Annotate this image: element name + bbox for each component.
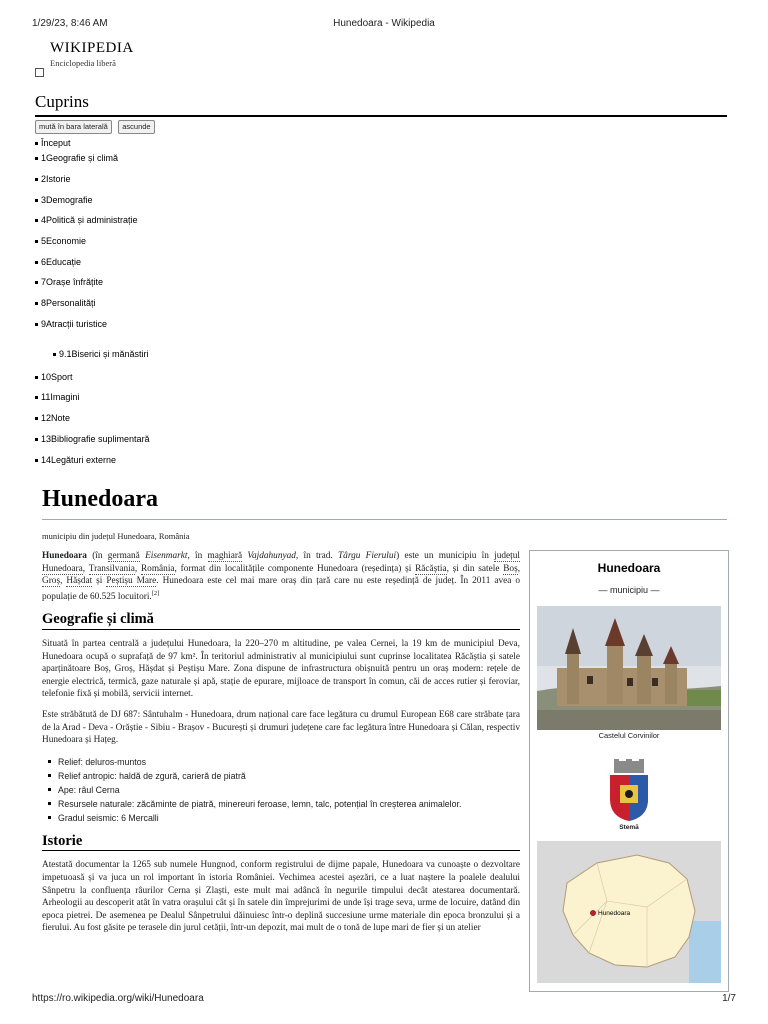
toc-item-istorie[interactable]: 2Istorie bbox=[41, 174, 71, 184]
link-bos[interactable]: Boș bbox=[503, 563, 518, 574]
map-label-hunedoara: Hunedoara bbox=[598, 910, 631, 917]
intro-paragraph: Hunedoara (în germană Eisenmarkt, în maghiară Vajdahunyad, în trad. Târgu Fierului) este un municipiu în județul Hunedoara, Transilvania, România, format din localitățile componente Hunedoara (reședința) și Răcăștia, și din satele Boș, Groș, Hășdat și Peștișu Mare. Hunedoara este cel mai mare oraș din țară care nu este reședință de județ. În 2011 avea o populație de 60.525 locuitori.[2] bbox=[42, 551, 521, 602]
logo-wordmark: WIKIPEDIA bbox=[50, 40, 134, 56]
link-romania[interactable]: România bbox=[140, 563, 175, 574]
section-heading-istorie: Istorie bbox=[42, 835, 520, 852]
toc-item-politica[interactable]: 4Politică și administrație bbox=[41, 215, 138, 225]
toc-item-imagini[interactable]: 11Imagini bbox=[41, 392, 80, 402]
menu-checkbox-icon[interactable] bbox=[35, 68, 44, 77]
geografie-facts-list bbox=[42, 755, 520, 825]
print-url: https://ro.wikipedia.org/wiki/Hunedoara bbox=[32, 993, 204, 1004]
toc-item-geografie[interactable]: 1Geografie și climă bbox=[41, 153, 119, 163]
toc-item-biserici[interactable]: 9.1Biserici și mănăstiri bbox=[59, 349, 149, 359]
list-item: Gradul seismic: 6 Mercalli bbox=[58, 811, 520, 825]
link-gros[interactable]: Groș bbox=[42, 576, 61, 587]
link-judetul-hunedoara[interactable]: județul Hunedoara bbox=[42, 551, 520, 574]
toc-item-bibliografie[interactable]: 13Bibliografie suplimentară bbox=[41, 434, 150, 444]
list-item: Relief: deluros-muntos bbox=[58, 755, 520, 769]
toc-item-atractii[interactable]: 9Atracții turistice bbox=[41, 319, 108, 329]
toc-item-legaturi[interactable]: 14Legături externe bbox=[41, 455, 117, 465]
link-racastia[interactable]: Răcăștia bbox=[415, 563, 447, 574]
table-of-contents bbox=[35, 92, 727, 465]
print-datetime: 1/29/23, 8:46 AM bbox=[32, 18, 108, 29]
toc-item-educatie[interactable]: 6Educație bbox=[41, 257, 82, 267]
toc-item-inceput[interactable]: Început bbox=[41, 138, 71, 148]
logo-tagline: Enciclopedia liberă bbox=[50, 58, 116, 68]
print-page-number: 1/7 bbox=[722, 993, 736, 1004]
link-maghiara[interactable]: maghiară bbox=[207, 551, 243, 561]
toc-item-economie[interactable]: 5Economie bbox=[41, 236, 87, 246]
article-content bbox=[42, 550, 520, 943]
page-title: Hunedoara bbox=[42, 486, 727, 520]
link-pestisu-mare[interactable]: Peștișu Mare bbox=[106, 576, 157, 587]
print-footer bbox=[32, 993, 736, 1007]
castle-photo-caption: Castelul Corvinilor bbox=[598, 731, 660, 740]
move-to-sidebar-button[interactable]: mută în bara laterală bbox=[35, 120, 112, 134]
toc-heading: Cuprins bbox=[35, 92, 727, 117]
list-item: Ape: râul Cerna bbox=[58, 783, 520, 797]
infobox bbox=[529, 550, 729, 992]
infobox-type[interactable]: — municipiu — bbox=[598, 585, 660, 595]
link-hasdat[interactable]: Hășdat bbox=[66, 576, 93, 587]
link-germana[interactable]: germană bbox=[107, 551, 140, 561]
geografie-paragraph-1: Situată în partea centrală a județului Hunedoara, la 220–270 m altitudine, pe valea Cernei, la 19 km de municipiul Deva, Hunedoara ocupă o suprafață de 97 km². În teritoriul administrativ al municipiului sunt cuprinse localitatea Răcăștia și satele aparținătoare Boș, Groș, Hășdat și Peștișu Mare. Zona dispune de infrastructura obișnuită pentru un oraș modern: rețele de energie electrică, termică, gaze naturale și apă, stație de epurare, mijloace de transport în comun, căi de acces rutier și feroviar, telefonie fixă și mobilă, servicii internet. bbox=[42, 639, 520, 700]
print-header bbox=[32, 18, 736, 32]
toc-item-personalitati[interactable]: 8Personalități bbox=[41, 298, 96, 308]
castle-photo[interactable] bbox=[537, 606, 721, 730]
geografie-paragraph-2: Este străbătută de DJ 687: Sântuhalm - Hunedoara, drum național care face legătura cu drumul European E68 care străbate țara de la Arad - Deva - Orăștie - Sibiu - Brașov - București și drumuri județene care fac legătura între Hunedoara și Călan, respectiv Hunedoara și Hațeg. bbox=[42, 710, 520, 746]
wikipedia-logo[interactable] bbox=[50, 40, 134, 68]
section-heading-geografie: Geografie și climă bbox=[42, 613, 520, 630]
location-map[interactable] bbox=[537, 841, 721, 983]
reference-2[interactable]: [2] bbox=[151, 589, 160, 597]
page-subtitle: municipiu din județul Hunedoara, România bbox=[42, 531, 190, 541]
toc-item-sport[interactable]: 10Sport bbox=[41, 372, 73, 382]
toc-item-orase-infratite[interactable]: 7Orașe înfrățite bbox=[41, 277, 104, 287]
toc-item-note[interactable]: 12Note bbox=[41, 413, 71, 423]
toc-item-demografie[interactable]: 3Demografie bbox=[41, 195, 93, 205]
istorie-paragraph-1: Atestată documentar la 1265 sub numele Hungnod, conform registrului de dijme papale, Hunedoara va cunoaște o dezvoltare impetuoasă și va juca un rol important în istoria României. Vechimea acestei așezări, ce a luat naștere la poalele dealului Sânpetru la confluența râurilor Cerna și Zlaști, este mult mai adâncă în negurile timpului decât atestarea documentară. Arheologii au descoperit atât în vatra orașului cât și în satele din împrejurimi de unde își trage seva, urme de locuire, datând din epoca pietrei. De asemenea pe Dealul Sânpetrului dăinuiesc într-o deplină succesiune urme materiale din epoca bronzului și a fierului. Au fost găsite pe terasele din jurul cetății, într-un depozit, mai mult de o tonă de lupe mari de fier și un atelier bbox=[42, 860, 520, 934]
list-item: Resursele naturale: zăcăminte de piatră, minereuri feroase, lemn, talc, potențial în creșterea animalelor. bbox=[58, 797, 520, 811]
coat-of-arms-caption: Stemă bbox=[619, 824, 639, 831]
print-page-title: Hunedoara - Wikipedia bbox=[333, 18, 435, 29]
toc-buttons bbox=[35, 120, 727, 134]
intro-subject: Hunedoara bbox=[42, 551, 87, 561]
link-transilvania[interactable]: Transilvania bbox=[88, 563, 135, 574]
list-item: Relief antropic: haldă de zgură, carieră de piatră bbox=[58, 769, 520, 783]
coat-of-arms-image[interactable] bbox=[608, 759, 650, 821]
infobox-title: Hunedoara bbox=[597, 561, 661, 575]
hide-toc-button[interactable]: ascunde bbox=[118, 120, 154, 134]
